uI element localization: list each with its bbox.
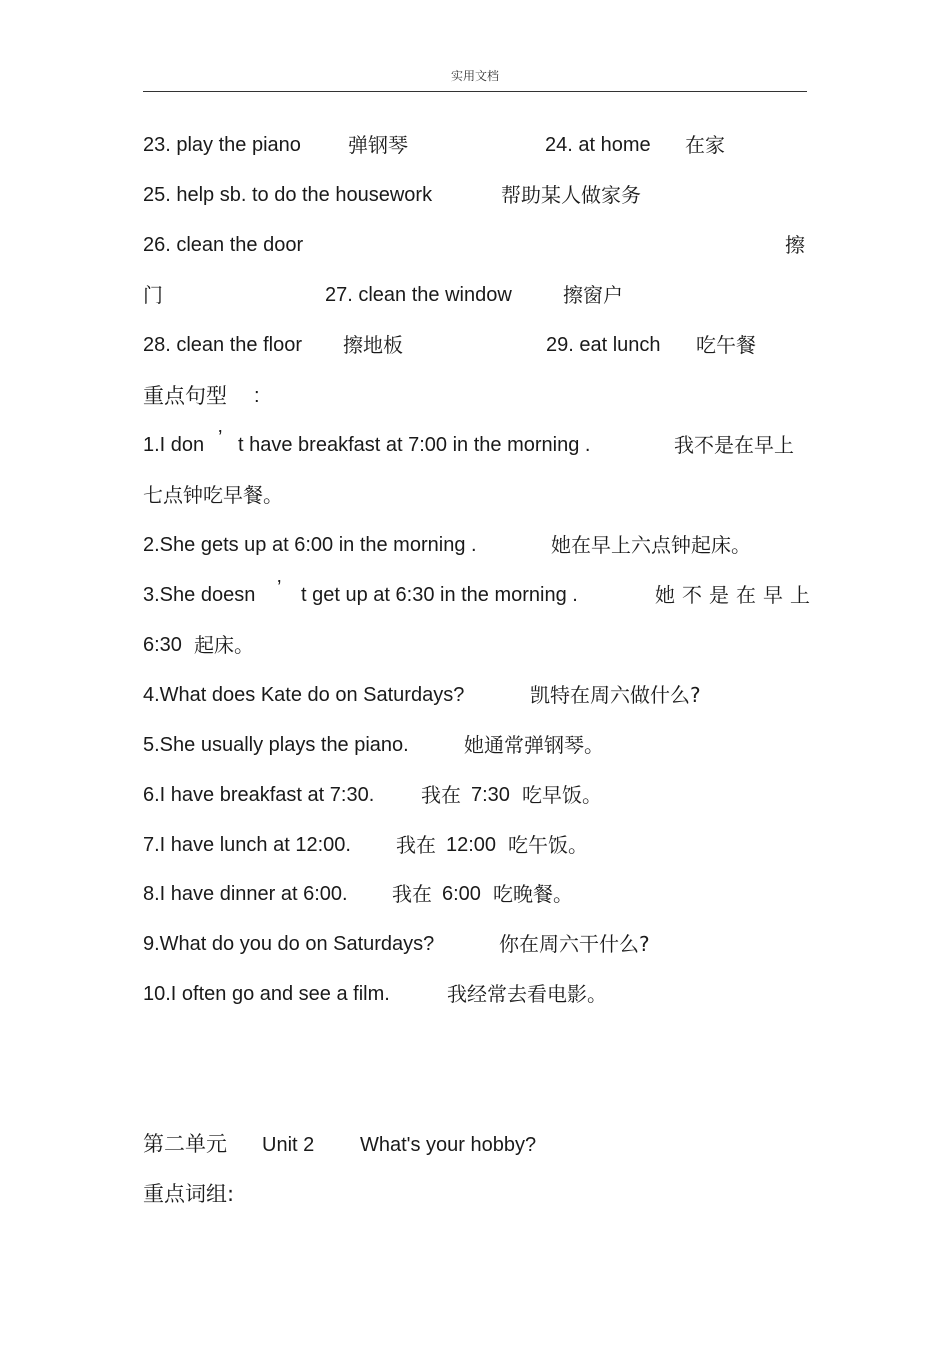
sentence-4-en: 4.What does Kate do on Saturdays? <box>143 684 465 706</box>
sentence-10-zh: 我经常去看电影。 <box>447 982 607 1006</box>
phrase-26-zh-start: 擦 <box>785 233 805 257</box>
sentence-7-number: 12:00 <box>446 834 497 856</box>
phrase-29-en: 29. eat lunch <box>546 334 661 356</box>
sentence-9-zh: 你在周六干什么? <box>499 932 650 956</box>
sentence-3-en-a: 3.She doesn <box>143 584 256 606</box>
phrase-26-zh-end: 门 <box>143 283 163 307</box>
sentence-10-en: 10.I often go and see a film. <box>143 983 390 1005</box>
sentence-1-apostrophe: ’ <box>218 427 223 449</box>
sentence-4-zh: 凯特在周六做什么? <box>530 683 701 707</box>
header-rule <box>143 91 807 92</box>
sentence-3-apostrophe: ’ <box>277 577 282 599</box>
sentence-8-zh-a: 我在 <box>392 882 432 906</box>
sentence-3-zh-b-number: 6:30 <box>143 634 182 656</box>
sentence-3-zh-b: 起床。 <box>194 633 254 657</box>
sentence-1-zh-b: 七点钟吃早餐。 <box>143 483 283 507</box>
sentence-6-number: 7:30 <box>471 784 510 806</box>
phrase-24-zh: 在家 <box>685 133 725 157</box>
sentence-7-zh-a: 我在 <box>396 833 436 857</box>
phrase-25-zh: 帮助某人做家务 <box>501 183 641 207</box>
phrase-23-en: 23. play the piano <box>143 134 301 156</box>
page-header: 实用文档 <box>450 69 499 83</box>
sentence-6-zh-b: 吃早饭。 <box>522 783 602 807</box>
phrase-27-en: 27. clean the window <box>325 284 512 306</box>
sentence-8-number: 6:00 <box>442 883 481 905</box>
sentence-8-en: 8.I have dinner at 6:00. <box>143 883 348 905</box>
sentence-6-zh-a: 我在 <box>421 783 461 807</box>
phrase-28-zh: 擦地板 <box>343 333 403 357</box>
unit-heading-title: What's your hobby? <box>360 1134 537 1156</box>
sentence-1-en-b: t have breakfast at 7:00 in the morning . <box>238 434 591 456</box>
phrase-25-en: 25. help sb. to do the housework <box>143 184 433 206</box>
sentence-9-en: 9.What do you do on Saturdays? <box>143 933 435 955</box>
phrase-24-en: 24. at home <box>545 134 651 156</box>
sentence-3-en-b: t get up at 6:30 in the morning . <box>301 584 578 606</box>
sentence-6-en: 6.I have breakfast at 7:30. <box>143 784 375 806</box>
phrase-27-zh: 擦窗户 <box>563 283 623 307</box>
sentence-5-en: 5.She usually plays the piano. <box>143 734 409 756</box>
sentence-7-zh-b: 吃午饭。 <box>508 833 588 857</box>
phrase-28-en: 28. clean the floor <box>143 334 302 356</box>
sentence-2-zh: 她在早上六点钟起床。 <box>551 533 751 557</box>
key-phrases-heading: 重点词组: <box>143 1182 235 1206</box>
sentence-2-en: 2.She gets up at 6:00 in the morning . <box>143 534 477 556</box>
sentence-5-zh: 她通常弹钢琴。 <box>464 733 604 757</box>
key-sentences-colon: : <box>254 385 260 407</box>
key-sentences-heading: 重点句型 <box>143 384 227 408</box>
phrase-23-zh: 弹钢琴 <box>348 133 408 157</box>
sentence-1-en-a: 1.I don <box>143 434 205 456</box>
sentence-3-zh-a: 她不是在早上 <box>655 583 817 607</box>
phrase-29-zh: 吃午餐 <box>696 333 756 357</box>
phrase-26-en: 26. clean the door <box>143 234 304 256</box>
sentence-8-zh-b: 吃晚餐。 <box>493 882 573 906</box>
sentence-7-en: 7.I have lunch at 12:00. <box>143 834 351 856</box>
unit-heading-label: Unit 2 <box>262 1134 315 1156</box>
sentence-1-zh-a: 我不是在早上 <box>674 433 794 457</box>
unit-heading-zh: 第二单元 <box>143 1132 227 1156</box>
